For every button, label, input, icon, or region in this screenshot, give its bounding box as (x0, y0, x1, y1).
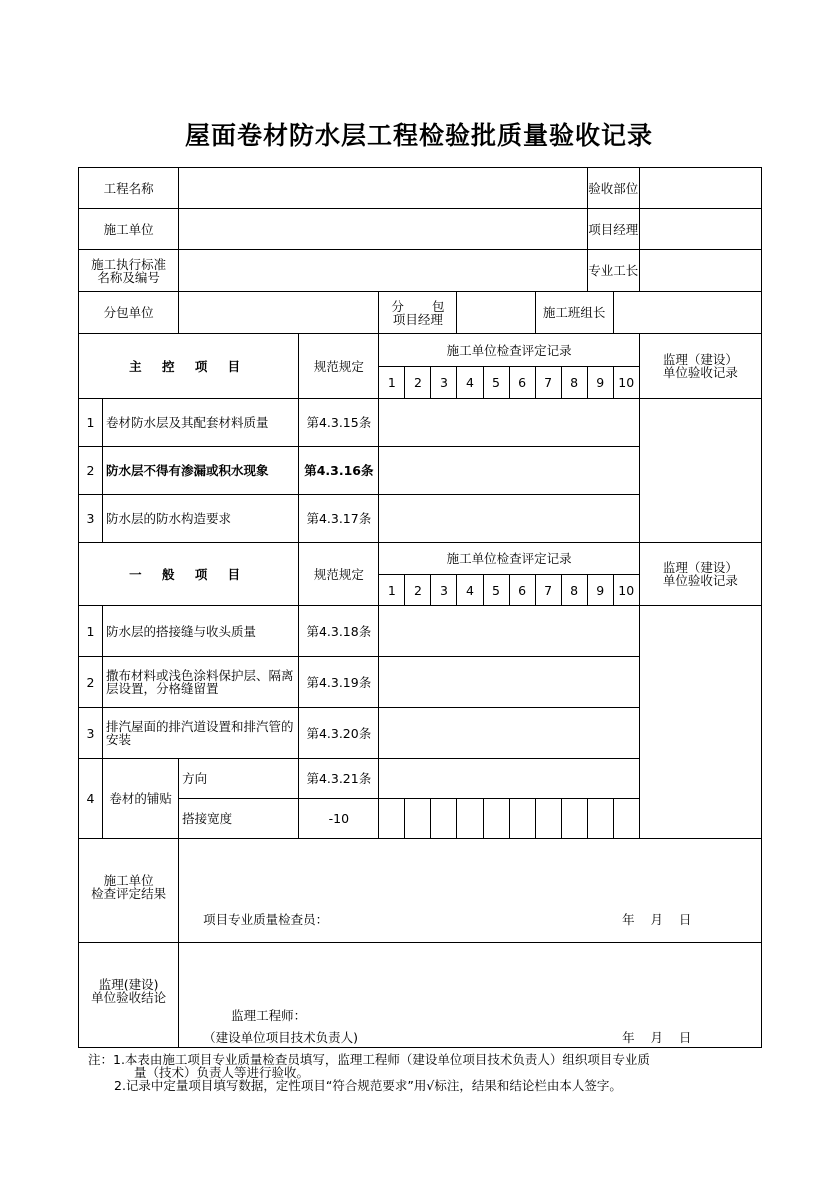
main-num-5: 5 (483, 367, 509, 399)
general-num-2: 2 (405, 575, 431, 606)
main-supervision-label (639, 334, 761, 399)
general-num-4: 4 (457, 575, 483, 606)
general-item-spec: 第4.3.19条 (299, 657, 379, 708)
sub-manager-line2: 项目经理 (392, 311, 443, 327)
general-item-no: 3 (79, 708, 103, 759)
main-item-spec: 第4.3.15条 (299, 399, 379, 447)
general-num-5: 5 (483, 575, 509, 606)
note-line-2: 量（技术）负责人等进行验收。 (134, 1065, 310, 1080)
general-section-label: 一 般 项 目 (79, 543, 299, 606)
supervision-result-label (79, 943, 179, 1048)
measure-cell-4[interactable] (457, 799, 483, 839)
project-name-field[interactable] (179, 168, 588, 209)
project-manager-field[interactable] (639, 209, 761, 250)
main-num-6: 6 (509, 367, 535, 399)
measure-cell-1[interactable] (379, 799, 405, 839)
general-num-9: 9 (587, 575, 613, 606)
construct-unit-label: 施工单位 (79, 209, 179, 250)
general-item4-sub1-record[interactable] (379, 759, 639, 799)
project-manager-label: 项目经理 (587, 209, 639, 250)
construct-unit-field[interactable] (179, 209, 588, 250)
general-item-name: 排汽屋面的排汽道设置和排汽管的安装 (103, 708, 299, 759)
sub-manager-field[interactable] (457, 292, 535, 334)
main-item-name: 卷材防水层及其配套材料质量 (103, 399, 299, 447)
construction-result-label (79, 839, 179, 943)
supervision-result-label-line1: 监理(建设) (98, 977, 159, 992)
team-leader-label: 施工班组长 (535, 292, 613, 334)
general-num-1: 1 (379, 575, 405, 606)
main-num-3: 3 (431, 367, 457, 399)
sub-manager-label (379, 292, 457, 334)
inspection-form-table (78, 167, 762, 1048)
general-item4-sub2: 搭接宽度 (179, 799, 299, 839)
team-leader-field[interactable] (613, 292, 761, 334)
measure-cell-6[interactable] (509, 799, 535, 839)
measure-cell-10[interactable] (613, 799, 639, 839)
general-record-label: 施工单位检查评定记录 (379, 543, 639, 575)
general-item-record[interactable] (379, 708, 639, 759)
header-row-sub (79, 292, 762, 334)
general-item4-sub2-spec: -10 (299, 799, 379, 839)
sub-manager-line1: 分 包 (391, 298, 445, 314)
inspector-label: 项目专业质量检查员： (203, 912, 329, 927)
general-item4-name: 卷材的铺贴 (103, 759, 179, 839)
main-num-4: 4 (457, 367, 483, 399)
engineer-label: 监理工程师： (231, 1008, 307, 1023)
general-item-row (79, 606, 762, 657)
foreman-field[interactable] (639, 250, 761, 292)
tech-lead-label: （建设单位项目技术负责人) (203, 1030, 359, 1045)
main-supervision-line2: 单位验收记录 (662, 365, 738, 380)
measure-cell-8[interactable] (561, 799, 587, 839)
notes (88, 1053, 650, 1092)
main-record-label: 施工单位检查评定记录 (379, 334, 639, 367)
general-item-no: 2 (79, 657, 103, 708)
main-item-name: 防水层的防水构造要求 (103, 495, 299, 543)
main-num-10: 10 (613, 367, 639, 399)
general-supervision-line1: 监理（建设） (662, 560, 738, 575)
main-section-header-row (79, 334, 762, 367)
construction-result-date: 年 月 日 (622, 912, 692, 927)
header-row-project (79, 168, 762, 209)
main-spec-label: 规范规定 (299, 334, 379, 399)
supervision-result-label-line2: 单位验收结论 (91, 990, 167, 1005)
general-section-header-row (79, 543, 762, 575)
construction-result-field[interactable] (179, 839, 762, 943)
general-item-record[interactable] (379, 606, 639, 657)
main-supervision-field[interactable] (639, 399, 761, 543)
main-num-2: 2 (405, 367, 431, 399)
general-supervision-line2: 单位验收记录 (662, 573, 738, 588)
construction-result-row (79, 839, 762, 943)
main-supervision-line1: 监理（建设） (662, 352, 738, 367)
general-item4-no: 4 (79, 759, 103, 839)
main-item-no: 2 (79, 447, 103, 495)
general-supervision-field[interactable] (639, 606, 761, 839)
main-item-no: 1 (79, 399, 103, 447)
header-row-standard (79, 250, 762, 292)
page-title: 屋面卷材防水层工程检验批质量验收记录 (184, 121, 653, 150)
supervision-result-row (79, 943, 762, 1048)
general-num-6: 6 (509, 575, 535, 606)
main-num-9: 9 (587, 367, 613, 399)
general-spec-label: 规范规定 (299, 543, 379, 606)
accept-part-field[interactable] (639, 168, 761, 209)
general-item4-sub1-spec: 第4.3.21条 (299, 759, 379, 799)
general-supervision-label (639, 543, 761, 606)
main-num-1: 1 (379, 367, 405, 399)
header-row-unit (79, 209, 762, 250)
general-num-8: 8 (561, 575, 587, 606)
note-line-3: 2.记录中定量项目填写数据，定性项目“符合规范要求”用√标注，结果和结论栏由本人签字。 (114, 1078, 622, 1093)
main-num-7: 7 (535, 367, 561, 399)
note-line-1: 注：1.本表由施工项目专业质量检查员填写，监理工程师（建设单位项目技术负责人）组织项目专业质 (88, 1052, 650, 1067)
measure-cell-2[interactable] (405, 799, 431, 839)
construction-result-label-line2: 检查评定结果 (91, 885, 167, 901)
general-item-no: 1 (79, 606, 103, 657)
main-item-name: 防水层不得有渗漏或积水现象 (103, 447, 299, 495)
main-item-spec: 第4.3.16条 (299, 447, 379, 495)
standard-label-line2: 名称及编号 (97, 269, 160, 285)
general-item-name: 防水层的搭接缝与收头质量 (103, 606, 299, 657)
sub-unit-label: 分包单位 (79, 292, 179, 334)
main-item-record[interactable] (379, 399, 639, 447)
main-section-label: 主 控 项 目 (79, 334, 299, 399)
supervision-result-field[interactable] (179, 943, 762, 1048)
general-item-record[interactable] (379, 657, 639, 708)
standard-label (79, 250, 179, 292)
project-name-label: 工程名称 (79, 168, 179, 209)
measure-cell-3[interactable] (431, 799, 457, 839)
standard-field[interactable] (179, 250, 588, 292)
main-item-spec: 第4.3.17条 (299, 495, 379, 543)
general-item4-sub1: 方向 (179, 759, 299, 799)
general-item-spec: 第4.3.18条 (299, 606, 379, 657)
construction-result-label-line1: 施工单位 (103, 872, 154, 888)
general-num-7: 7 (535, 575, 561, 606)
supervision-result-date: 年 月 日 (622, 1030, 692, 1045)
accept-part-label: 验收部位 (587, 168, 639, 209)
general-item-name: 撒布材料或浅色涂料保护层、隔离层设置，分格缝留置 (103, 657, 299, 708)
main-item-record[interactable] (379, 495, 639, 543)
measure-cell-9[interactable] (587, 799, 613, 839)
measure-cell-7[interactable] (535, 799, 561, 839)
main-item-record[interactable] (379, 447, 639, 495)
general-num-3: 3 (431, 575, 457, 606)
general-num-10: 10 (613, 575, 639, 606)
main-item-row (79, 399, 762, 447)
general-item-spec: 第4.3.20条 (299, 708, 379, 759)
measure-cell-5[interactable] (483, 799, 509, 839)
main-num-8: 8 (561, 367, 587, 399)
standard-label-line1: 施工执行标准 (91, 256, 167, 272)
sub-unit-field[interactable] (179, 292, 379, 334)
main-item-no: 3 (79, 495, 103, 543)
foreman-label: 专业工长 (587, 250, 639, 292)
